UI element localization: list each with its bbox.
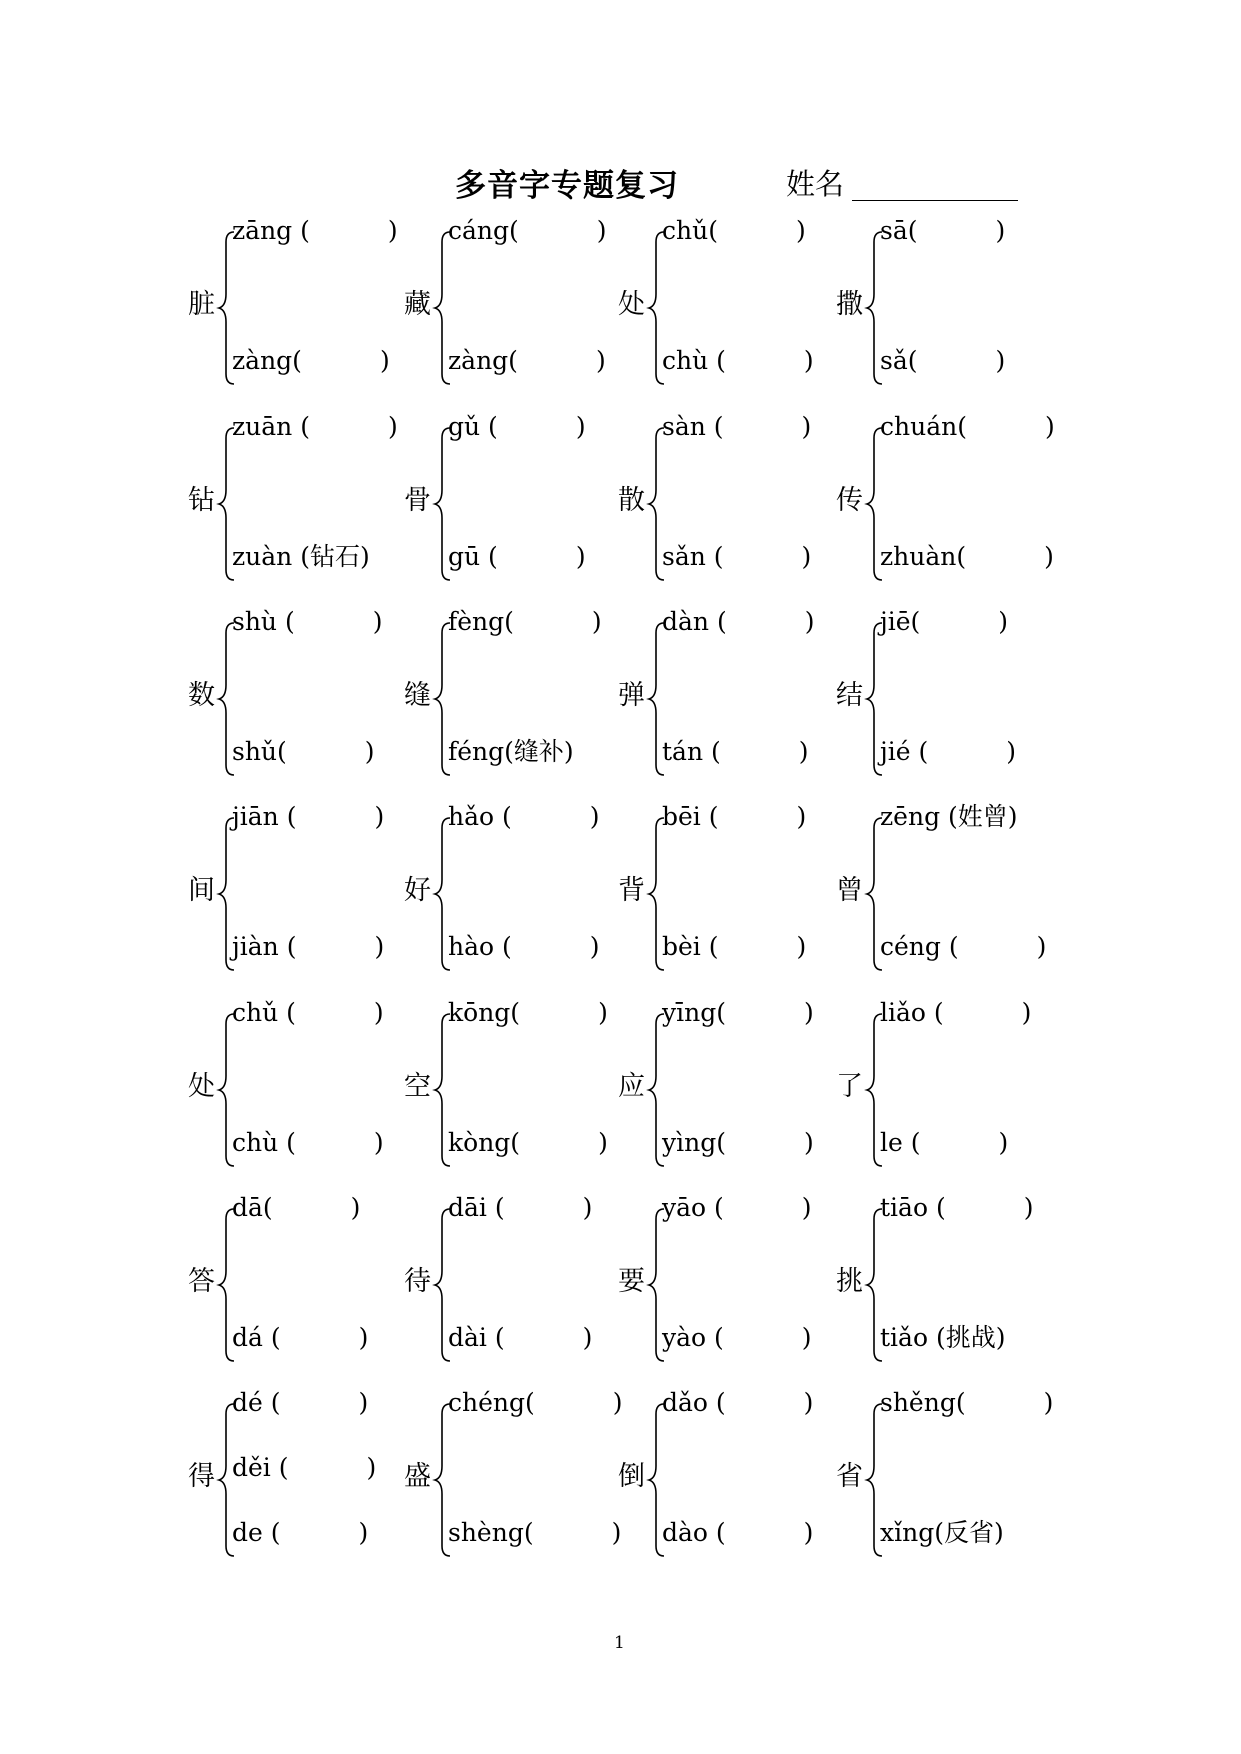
polyphone-group [618, 412, 838, 584]
close-paren: ) [575, 542, 586, 571]
close-paren: ) [358, 1323, 369, 1352]
pinyin-reading [880, 802, 1018, 832]
polyphone-character: 盛 [404, 1461, 431, 1492]
close-paren: ) [350, 1193, 361, 1222]
pinyin-reading [880, 998, 1031, 1028]
polyphone-character: 空 [404, 1071, 431, 1102]
pinyin-reading [880, 1323, 1005, 1353]
pinyin-text: zēng ( [880, 802, 958, 831]
close-paren: ) [358, 1518, 369, 1547]
pinyin-text: dāi ( [448, 1193, 505, 1222]
pinyin-reading [448, 1193, 592, 1223]
pinyin-text: chù ( [232, 1128, 296, 1157]
pinyin-reading [662, 542, 811, 572]
polyphone-group [188, 1193, 408, 1365]
close-paren: ) [387, 412, 398, 441]
pinyin-reading [232, 542, 370, 572]
close-paren: ) [1021, 998, 1032, 1027]
pinyin-text: liǎo ( [880, 998, 944, 1027]
pinyin-text: céng ( [880, 932, 959, 961]
close-paren: ) [1044, 412, 1055, 441]
pinyin-reading [880, 737, 1016, 767]
pinyin-reading [662, 1193, 812, 1223]
polyphone-character: 处 [188, 1071, 215, 1102]
pinyin-reading [232, 998, 384, 1028]
polyphone-character: 答 [188, 1266, 215, 1297]
close-paren: ) [611, 1518, 622, 1547]
close-paren: ) [1036, 932, 1047, 961]
polyphone-character: 藏 [404, 289, 431, 320]
polyphone-character: 省 [836, 1461, 863, 1492]
pinyin-reading [232, 932, 384, 962]
pinyin-reading [880, 607, 1008, 637]
polyphone-group [836, 1388, 1056, 1560]
close-paren: ) [795, 216, 806, 245]
pinyin-text: gǔ ( [448, 412, 498, 441]
pinyin-text: hǎo ( [448, 802, 512, 831]
pinyin-text: yào ( [662, 1323, 724, 1352]
example-word: 挑战 [945, 1323, 996, 1352]
polyphone-group [404, 412, 624, 584]
close-paren: ) [372, 607, 383, 636]
close-paren: ) [796, 802, 807, 831]
pinyin-reading [448, 542, 586, 572]
pinyin-text: chù ( [662, 346, 726, 375]
pinyin-reading [448, 998, 608, 1028]
polyphone-character: 要 [618, 1266, 645, 1297]
pinyin-reading [448, 607, 602, 637]
polyphone-character: 传 [836, 485, 863, 516]
pinyin-reading [232, 1323, 368, 1353]
pinyin-reading [662, 412, 811, 442]
polyphone-group [618, 802, 838, 974]
example-word: 姓曾 [957, 802, 1008, 831]
close-paren: ) [995, 1323, 1006, 1352]
name-input-line[interactable] [852, 200, 1018, 201]
pinyin-text: zhuàn( [880, 542, 967, 571]
pinyin-text: shù ( [232, 607, 295, 636]
pinyin-text: jiē( [880, 607, 921, 636]
pinyin-text: xǐng( [880, 1518, 944, 1547]
pinyin-text: sàn ( [662, 412, 724, 441]
pinyin-reading [880, 542, 1054, 572]
pinyin-text: dàn ( [662, 607, 727, 636]
close-paren: ) [995, 346, 1006, 375]
pinyin-text: jiān ( [232, 802, 297, 831]
close-paren: ) [575, 412, 586, 441]
pinyin-reading [232, 1128, 384, 1158]
pinyin-reading [880, 412, 1055, 442]
close-paren: ) [582, 1193, 593, 1222]
pinyin-reading [448, 1323, 592, 1353]
pinyin-text: chéng( [448, 1388, 535, 1417]
pinyin-text: sǎn ( [662, 542, 724, 571]
pinyin-reading [448, 1518, 621, 1548]
pinyin-text: dá ( [232, 1323, 281, 1352]
polyphone-group [836, 998, 1056, 1170]
pinyin-text: zāng ( [232, 216, 310, 245]
polyphone-group [404, 1193, 624, 1365]
polyphone-character: 处 [618, 289, 645, 320]
close-paren: ) [364, 737, 375, 766]
pinyin-reading [448, 412, 586, 442]
pinyin-text: sǎ( [880, 346, 918, 375]
pinyin-text: chǔ( [662, 216, 718, 245]
pinyin-reading [232, 1388, 368, 1418]
pinyin-reading [662, 346, 814, 376]
pinyin-reading [232, 802, 384, 832]
pinyin-text: jiàn ( [232, 932, 297, 961]
polyphone-character: 结 [836, 680, 863, 711]
pinyin-text: yīng( [662, 998, 726, 1027]
close-paren: ) [374, 932, 385, 961]
pinyin-reading [880, 932, 1046, 962]
pinyin-text: féng( [448, 737, 514, 766]
close-paren: ) [591, 607, 602, 636]
close-paren: ) [993, 1518, 1004, 1547]
pinyin-reading [448, 216, 607, 246]
page-number: 1 [614, 1633, 625, 1653]
pinyin-text: dā( [232, 1193, 273, 1222]
example-word: 钻石 [309, 542, 360, 571]
close-paren: ) [598, 1128, 608, 1157]
polyphone-group [188, 1388, 408, 1560]
polyphone-group [618, 607, 838, 779]
pinyin-reading [880, 216, 1005, 246]
close-paren: ) [374, 802, 385, 831]
polyphone-character: 钻 [188, 485, 215, 516]
polyphone-character: 得 [188, 1461, 215, 1492]
close-paren: ) [803, 1388, 814, 1417]
close-paren: ) [595, 346, 606, 375]
polyphone-character: 曾 [836, 875, 863, 906]
close-paren: ) [582, 1323, 593, 1352]
close-paren: ) [998, 1128, 1009, 1157]
pinyin-text: dǎo ( [662, 1388, 726, 1417]
polyphone-character: 挑 [836, 1266, 863, 1297]
pinyin-text: hào ( [448, 932, 512, 961]
close-paren: ) [612, 1388, 623, 1417]
pinyin-reading [448, 346, 606, 376]
polyphone-group [188, 412, 408, 584]
close-paren: ) [804, 607, 815, 636]
close-paren: ) [801, 1323, 812, 1352]
pinyin-reading [232, 737, 375, 767]
polyphone-group [618, 998, 838, 1170]
pinyin-reading [232, 412, 398, 442]
pinyin-text: chǔ ( [232, 998, 296, 1027]
pinyin-text: zàng( [448, 346, 518, 375]
pinyin-text: tiǎo ( [880, 1323, 946, 1352]
pinyin-text: kòng( [448, 1128, 521, 1157]
pinyin-text: zuān ( [232, 412, 310, 441]
pinyin-reading [232, 1518, 368, 1548]
pinyin-text: kōng( [448, 998, 521, 1027]
pinyin-text: le ( [880, 1128, 921, 1157]
pinyin-reading [448, 802, 600, 832]
polyphone-character: 背 [618, 875, 645, 906]
polyphone-character: 数 [188, 680, 215, 711]
polyphone-group [188, 998, 408, 1170]
close-paren: ) [796, 932, 807, 961]
pinyin-reading [232, 1193, 360, 1223]
example-word: 反省 [943, 1518, 994, 1547]
pinyin-text: tán ( [662, 737, 721, 766]
polyphone-group [618, 216, 838, 388]
pinyin-reading [880, 1388, 1053, 1418]
pinyin-reading [448, 932, 600, 962]
close-paren: ) [387, 216, 398, 245]
polyphone-group [188, 802, 408, 974]
pinyin-reading [880, 1128, 1008, 1158]
close-paren: ) [801, 542, 812, 571]
pinyin-text: shěng( [880, 1388, 966, 1417]
pinyin-reading [880, 346, 1005, 376]
close-paren: ) [803, 346, 814, 375]
polyphone-group [404, 998, 624, 1170]
pinyin-reading [448, 737, 574, 767]
pinyin-reading [880, 1193, 1033, 1223]
pinyin-text: bèi ( [662, 932, 719, 961]
polyphone-character: 弹 [618, 680, 645, 711]
close-paren: ) [998, 607, 1009, 636]
pinyin-text: jié ( [880, 737, 929, 766]
close-paren: ) [1006, 737, 1017, 766]
close-paren: ) [589, 802, 600, 831]
close-paren: ) [596, 216, 607, 245]
example-word: 缝补 [513, 737, 564, 766]
pinyin-reading [232, 607, 383, 637]
polyphone-character: 脏 [188, 289, 215, 320]
polyphone-group [836, 412, 1056, 584]
pinyin-text: gū ( [448, 542, 498, 571]
pinyin-text: zàng( [232, 346, 302, 375]
close-paren: ) [379, 346, 390, 375]
pinyin-reading [662, 607, 814, 637]
pinyin-text: zuàn ( [232, 542, 310, 571]
polyphone-group [188, 216, 408, 388]
polyphone-character: 好 [404, 875, 431, 906]
polyphone-group [836, 216, 1056, 388]
close-paren: ) [563, 737, 574, 766]
polyphone-group [404, 1388, 624, 1560]
close-paren: ) [803, 1128, 814, 1157]
pinyin-reading [662, 1518, 813, 1548]
pinyin-text: yìng( [662, 1128, 726, 1157]
close-paren: ) [801, 1193, 812, 1222]
pinyin-reading [232, 1453, 376, 1483]
close-paren: ) [589, 932, 600, 961]
pinyin-text: tiāo ( [880, 1193, 946, 1222]
close-paren: ) [798, 737, 809, 766]
pinyin-text: chuán( [880, 412, 967, 441]
pinyin-text: dé ( [232, 1388, 281, 1417]
polyphone-group [836, 607, 1056, 779]
polyphone-character: 散 [618, 485, 645, 516]
close-paren: ) [1023, 1193, 1034, 1222]
pinyin-reading [662, 932, 806, 962]
close-paren: ) [1043, 1388, 1054, 1417]
pinyin-reading [662, 998, 814, 1028]
close-paren: ) [366, 1453, 377, 1482]
pinyin-text: yāo ( [662, 1193, 724, 1222]
polyphone-group [836, 802, 1056, 974]
close-paren: ) [358, 1388, 369, 1417]
pinyin-text: děi ( [232, 1453, 289, 1482]
pinyin-text: cáng( [448, 216, 519, 245]
polyphone-group [618, 1193, 838, 1365]
close-paren: ) [360, 542, 370, 571]
pinyin-text: fèng( [448, 607, 514, 636]
polyphone-group [404, 216, 624, 388]
pinyin-reading [662, 802, 806, 832]
close-paren: ) [598, 998, 608, 1027]
pinyin-reading [232, 216, 398, 246]
pinyin-text: dài ( [448, 1323, 505, 1352]
pinyin-text: shǔ( [232, 737, 287, 766]
pinyin-text: shèng( [448, 1518, 534, 1547]
polyphone-group [618, 1388, 838, 1560]
polyphone-character: 撒 [836, 289, 863, 320]
pinyin-reading [662, 1323, 812, 1353]
pinyin-reading [880, 1518, 1004, 1548]
pinyin-text: dào ( [662, 1518, 726, 1547]
polyphone-character: 待 [404, 1266, 431, 1297]
polyphone-character: 缝 [404, 680, 431, 711]
pinyin-text: de ( [232, 1518, 281, 1547]
pinyin-reading [662, 216, 806, 246]
pinyin-reading [448, 1388, 623, 1418]
polyphone-group [836, 1193, 1056, 1365]
close-paren: ) [1044, 542, 1054, 571]
pinyin-text: sā( [880, 216, 918, 245]
pinyin-reading [662, 737, 809, 767]
pinyin-reading [662, 1388, 813, 1418]
pinyin-reading [448, 1128, 608, 1158]
close-paren: ) [803, 1518, 814, 1547]
close-paren: ) [801, 412, 812, 441]
page-title: 多音字专题复习 [455, 168, 679, 204]
name-label: 姓名 [786, 167, 845, 201]
close-paren: ) [373, 998, 384, 1027]
pinyin-reading [662, 1128, 814, 1158]
pinyin-reading [232, 346, 390, 376]
polyphone-character: 了 [836, 1071, 863, 1102]
polyphone-character: 倒 [618, 1461, 645, 1492]
pinyin-text: bēi ( [662, 802, 719, 831]
close-paren: ) [995, 216, 1006, 245]
polyphone-group [404, 802, 624, 974]
close-paren: ) [803, 998, 814, 1027]
close-paren: ) [373, 1128, 384, 1157]
close-paren: ) [1007, 802, 1018, 831]
polyphone-character: 应 [618, 1071, 645, 1102]
polyphone-character: 间 [188, 875, 215, 906]
polyphone-character: 骨 [404, 485, 431, 516]
polyphone-group [404, 607, 624, 779]
polyphone-group [188, 607, 408, 779]
